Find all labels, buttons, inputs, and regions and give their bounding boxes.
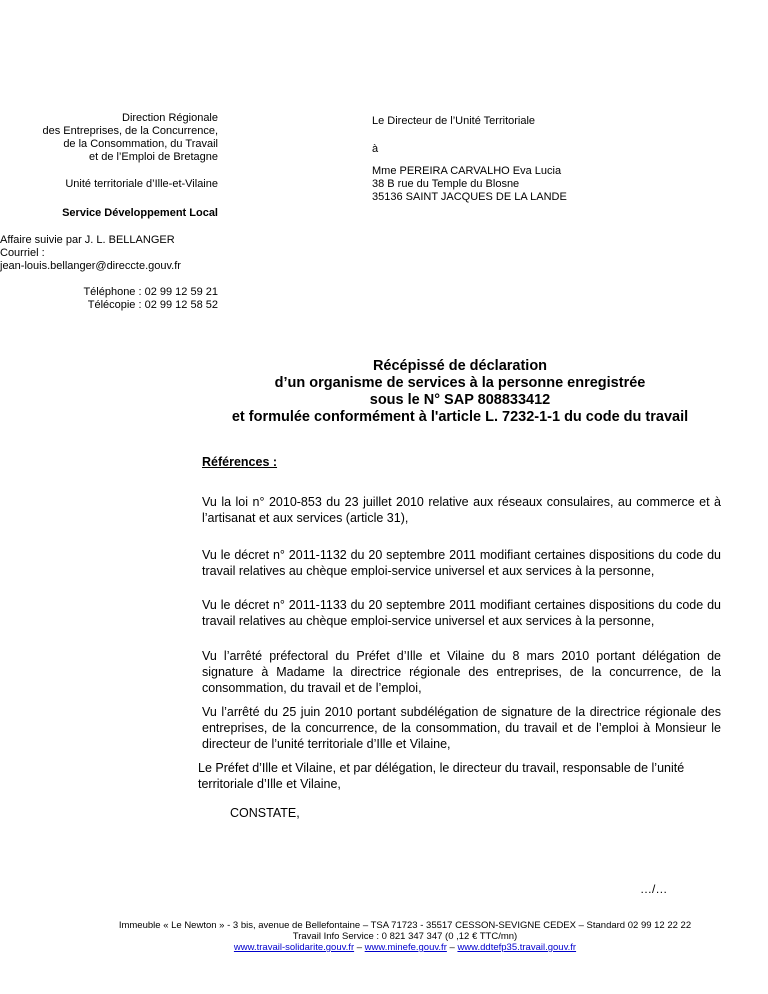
contact-block (0, 234, 181, 273)
footer-address: Immeuble « Le Newton » - 3 bis, avenue de Bellefontaine – TSA 71723 - 35517 CESSON-SEVIGNE CEDEX – Standard 02 99 12 22 22 (118, 920, 692, 931)
sender-block (0, 112, 218, 164)
recipient-to: à (372, 143, 379, 155)
footer (80, 920, 730, 953)
fax-number: Télécopie : 02 99 12 58 52 (87, 299, 218, 311)
sender-service: Service Développement Local (62, 207, 218, 219)
paragraph-loi: Vu la loi n° 2010-853 du 23 juillet 2010 relative aux réseaux consulaires, au commerce et à l’artisanat et aux services (article 31), (202, 495, 721, 525)
email-address: jean-louis.bellanger@direccte.gouv.fr (0, 260, 181, 272)
phone-number: Téléphone : 02 99 12 59 21 (83, 286, 218, 298)
link-travail-solidarite[interactable]: www.travail-solidarite.gouv.fr (233, 942, 355, 953)
footer-separator: – (446, 942, 458, 953)
recipient-city: 35136 SAINT JACQUES DE LA LANDE (372, 191, 567, 203)
title-line: et formulée conformément à l'article L. 7232-1-1 du code du travail (231, 409, 689, 425)
title-line: sous le N° SAP 808833412 (369, 392, 551, 408)
recipient-address (372, 165, 567, 204)
recipient-from: Le Directeur de l’Unité Territoriale (372, 115, 536, 127)
continuation-mark: …/… (640, 882, 668, 896)
followed-by: Affaire suivie par J. L. BELLANGER (0, 234, 175, 246)
paragraph-arrete-prefectoral: Vu l’arrêté préfectoral du Préfet d’Ille et Vilaine du 8 mars 2010 portant délégation de signature à Madame la directrice régionale des entreprises, de la concurrence, de la consommation, du travail et de l’emploi, (202, 649, 721, 695)
link-minefe[interactable]: www.minefe.gouv.fr (364, 942, 447, 953)
footer-links (80, 942, 730, 953)
email-label: Courriel : (0, 247, 45, 259)
title-line: d’un organisme de services à la personne enregistrée (274, 375, 646, 391)
recipient-street: 38 B rue du Temple du Blosne (372, 178, 520, 190)
sender-line: de la Consommation, du Travail (63, 138, 218, 150)
title-line: Récépissé de déclaration (372, 358, 548, 374)
footer-separator: – (354, 942, 365, 953)
paragraph-decret-1132: Vu le décret n° 2011-1132 du 20 septembre 2011 modifiant certaines dispositions du code du travail relatives au chèque emploi-service universel et aux services à la personne, (202, 548, 721, 578)
sender-line: des Entreprises, de la Concurrence, (42, 125, 218, 137)
sender-unit: Unité territoriale d’Ille-et-Vilaine (65, 178, 218, 190)
sender-line: Direction Régionale (122, 112, 218, 124)
sender-line: et de l’Emploi de Bretagne (88, 151, 218, 163)
paragraph-decret-1133: Vu le décret n° 2011-1133 du 20 septembre 2011 modifiant certaines dispositions du code du travail relatives au chèque emploi-service universel et aux services à la personne, (202, 598, 721, 628)
references-heading: Références : (202, 455, 278, 469)
document-title (200, 358, 720, 426)
footer-info-service: Travail Info Service : 0 821 347 347 (0 ,12 € TTC/mn) (292, 931, 518, 942)
recipient-name: Mme PEREIRA CARVALHO Eva Lucia (372, 165, 562, 177)
paragraph-arrete-subdelegation: Vu l’arrêté du 25 juin 2010 portant subdélégation de signature de la directrice régionale des entreprises, de la concurrence, de la consommation, du travail et de l’emploi à Monsieur le directeur de l’unité territoriale d’Ille et Vilaine, (202, 705, 721, 751)
link-ddtefp35[interactable]: www.ddtefp35.travail.gouv.fr (457, 942, 577, 953)
paragraph-prefet: Le Préfet d’Ille et Vilaine, et par délégation, le directeur du travail, responsable de l’unité territoriale d’Ille et Vilaine, (198, 761, 685, 791)
phone-block (0, 286, 218, 312)
constate-label: CONSTATE, (230, 806, 300, 820)
